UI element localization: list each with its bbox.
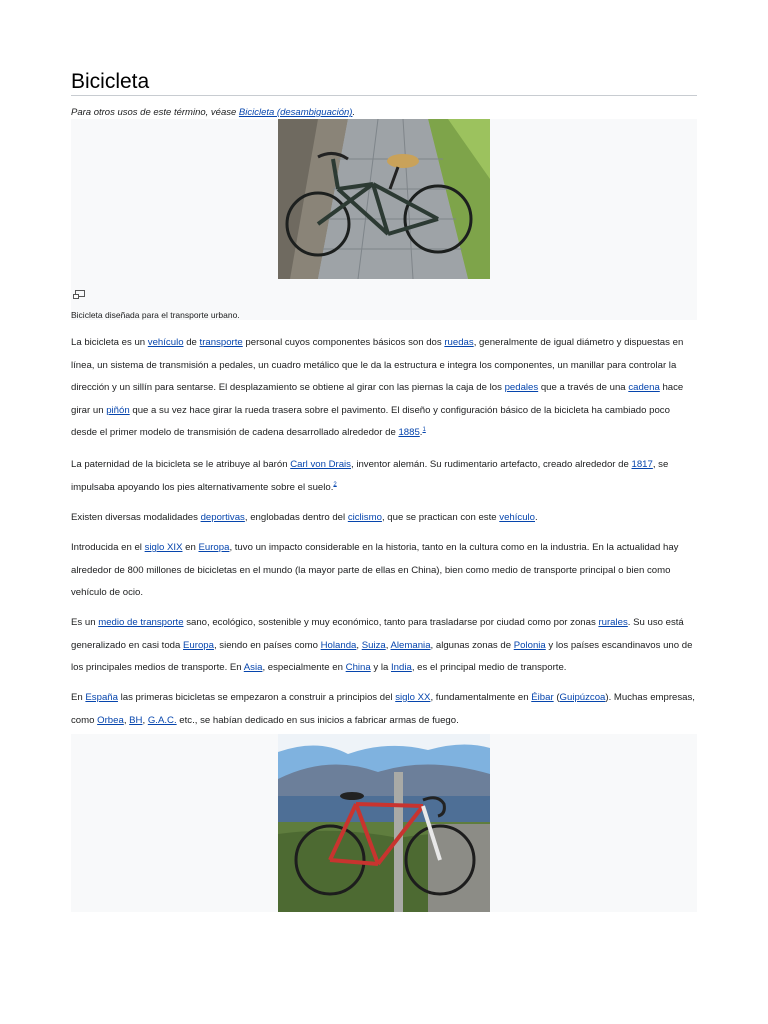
figure-caption: Bicicleta diseñada para el transporte urbano. <box>71 310 240 320</box>
link-eibar[interactable]: Éibar <box>531 692 554 703</box>
link-suiza[interactable]: Suiza <box>361 639 386 651</box>
link-transporte[interactable]: transporte <box>199 337 243 348</box>
link-carl-von-drais[interactable]: Carl von Drais <box>290 459 351 470</box>
paragraph-3: Existen diversas modalidades deportivas, englobadas dentro del ciclismo, que se practican con este vehículo. <box>71 512 538 523</box>
page-title: Bicicleta <box>71 68 697 96</box>
enlarge-icon[interactable] <box>73 290 85 299</box>
reference-2[interactable]: 2 <box>333 481 337 488</box>
link-pedales[interactable]: pedales <box>504 382 539 393</box>
link-india[interactable]: India <box>391 662 412 673</box>
link-orbea[interactable]: Orbea <box>97 714 124 726</box>
link-europa[interactable]: Europa <box>198 542 230 553</box>
link-vehiculo-2[interactable]: vehículo <box>499 512 535 523</box>
link-deportivas[interactable]: deportivas <box>200 512 245 523</box>
link-1885[interactable]: 1885 <box>398 427 420 438</box>
link-siglo-xx[interactable]: siglo XX <box>395 692 431 703</box>
road-bicycle-photo[interactable] <box>278 734 490 912</box>
link-espana[interactable]: España <box>85 692 118 703</box>
link-asia[interactable]: Asia <box>243 662 263 673</box>
link-cadena[interactable]: cadena <box>628 382 660 393</box>
link-ciclismo[interactable]: ciclismo <box>347 512 382 523</box>
reference-1[interactable]: 1 <box>422 426 426 433</box>
link-gac[interactable]: G.A.C. <box>147 714 177 726</box>
figure-urban-bicycle <box>71 119 697 320</box>
paragraph-2: La paternidad de la bicicleta se le atribuye al barón Carl von Drais, inventor alemán. Su rudimentario artefacto, creado alrededor de 1817, se impulsaba apoyando los pies alternativamente sobre el suelo.$^2$ <box>71 459 669 493</box>
disambiguation-link[interactable]: Bicicleta (desambiguación) <box>238 107 353 118</box>
figure-road-bicycle <box>71 734 697 912</box>
hatnote: Para otros usos de este término, véase Bicicleta (desambiguación). <box>71 107 356 118</box>
paragraph-1: La bicicleta es un vehículo de transporte personal cuyos componentes básicos son dos ruedas, generalmente de igual diámetro y dispuestas en línea, un sistema de transmisión a pedales, un cuadro metálico que le da la estructura e integra los componentes, un manillar para controlar la dirección y un sillín para sentarse. El desplazamiento se obtiene al girar con las piernas la caja de los pedales que a través de una cadena hace girar un piñón que a su vez hace girar la rueda trasera sobre el pavimento. El diseño y configuración básico de la bicicleta ha cambiado poco desde el primer modelo de transmisión de cadena desarrollado alrededor de 1885.$^1$ <box>71 337 684 438</box>
link-polonia[interactable]: Polonia <box>513 639 546 651</box>
link-medio-de-transporte[interactable]: medio de transporte <box>98 617 184 628</box>
paragraph-4: Introducida en el siglo XIX en Europa, tuvo un impacto considerable en la historia, tanto en la cultura como en la industria. En la actualidad hay alrededor de 800 millones de bicicletas en el mundo (la mayor parte de ellas en China), bien como medio de transporte principal o bien como vehículo de ocio. <box>71 542 679 598</box>
link-rurales[interactable]: rurales <box>598 617 628 628</box>
paragraph-5: Es un medio de transporte sano, ecológico, sostenible y muy económico, tanto para trasladarse por ciudad como por zonas rurales. Su uso está generalizado en casi toda Europa, siendo en países como Holanda, Suiza, Alemania, algunas zonas de Polonia y los países escandinavos uno de los principales medios de transporte. En Asia, especialmente en China y la India, es el principal medio de transporte. <box>71 617 693 673</box>
link-guipuzcoa[interactable]: Guipúzcoa <box>559 692 606 703</box>
link-1817[interactable]: 1817 <box>631 459 653 470</box>
link-siglo-xix[interactable]: siglo XIX <box>144 542 183 553</box>
link-europa-2[interactable]: Europa <box>183 639 214 651</box>
link-china[interactable]: China <box>345 662 371 673</box>
link-pinon[interactable]: piñón <box>106 404 130 416</box>
link-vehiculo[interactable]: vehículo <box>147 337 184 348</box>
urban-bicycle-photo[interactable] <box>278 119 490 279</box>
link-ruedas[interactable]: ruedas <box>444 337 474 348</box>
link-alemania[interactable]: Alemania <box>390 639 431 651</box>
paragraph-6: En España las primeras bicicletas se empezaron a construir a principios del siglo XX, fundamentalmente en Éibar (Guipúzcoa). Muchas empresas, como Orbea, BH, G.A.C. etc., se habían dedicado en sus inicios a fabricar armas de fuego. <box>71 692 695 726</box>
link-holanda[interactable]: Holanda <box>320 639 357 651</box>
link-bh[interactable]: BH <box>129 714 143 726</box>
